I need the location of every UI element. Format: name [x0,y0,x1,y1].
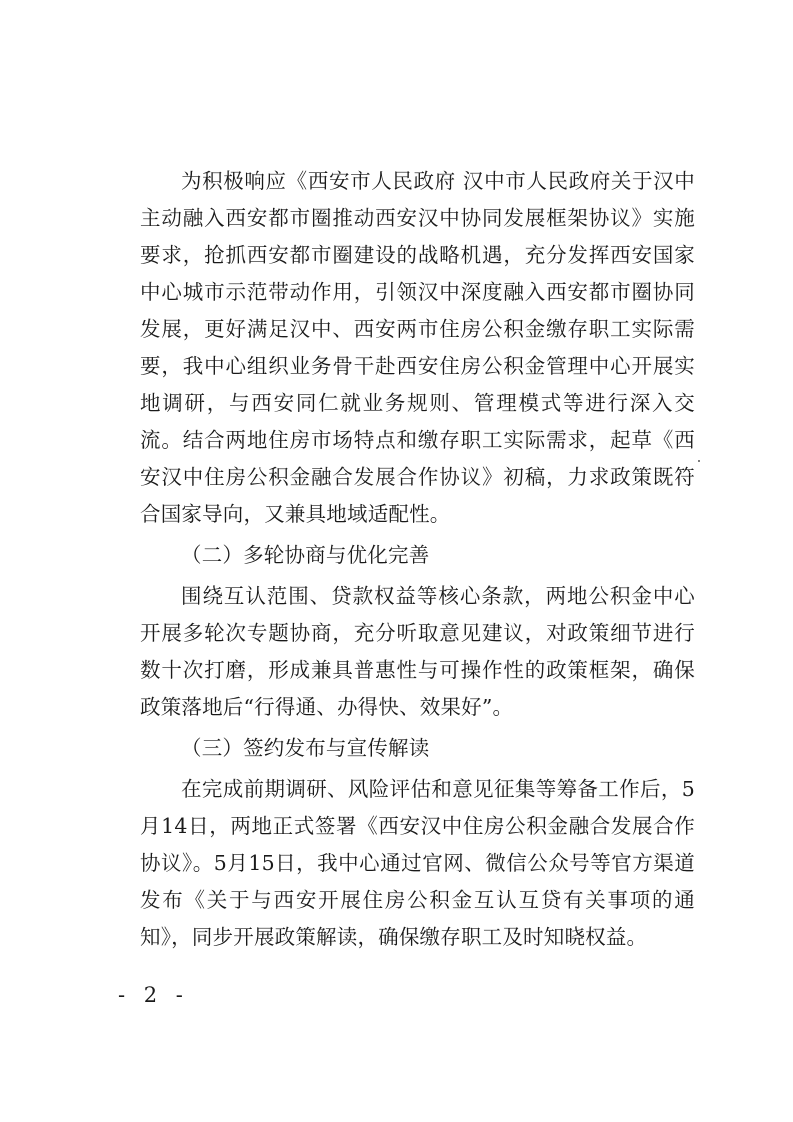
section-heading-2: （二）多轮协商与优化完善 [181,543,430,567]
paragraph-negotiation: 围绕互认范围、贷款权益等核心条款，两地公积金中心开展多轮次专题协商，充分听取意见建议，对政策细节进行数十次打磨，形成兼具普惠性与可操作性的政策框架，确保政策落地后“行得通、办得快、效果好”。 [140,584,695,719]
paragraph-intro: 为积极响应《西安市人民政府 汉中市人民政府关于汉中主动融入西安都市圈推动西安汉中协同发展框架协议》实施要求，抢抓西安都市圈建设的战略机遇，充分发挥西安国家中心城市示范带动作用，引领汉中深度融入西安都市圈协同发展，更好满足汉中、西安两市住房公积金缴存职工实际需要，我中心组织业务骨干赴西安住房公积金管理中心开展实地调研，与西安同仁就业务规则、管理模式等进行深入交流。结合两地住房市场特点和缴存职工实际需求，起草《西安汉中住房公积金融合发展合作协议》初稿，力求政策既符合国家导向，又兼具地域适配性。 [140,169,695,526]
scan-speck [698,460,700,462]
section-heading-3: （三）签约发布与宣传解读 [181,736,430,760]
paragraph-signing: 在完成前期调研、风险评估和意见征集等筹备工作后，5月14日，两地正式签署《西安汉中住房公积金融合发展合作协议》。5月15日，我中心通过官网、微信公众号等官方渠道发布《关于与西安开展住房公积金互认互贷有关事项的通知》，同步开展政策解读，确保缴存职工及时知晓权益。 [140,777,695,949]
page-number: - 2 - [118,983,189,1007]
document-body [140,163,695,956]
